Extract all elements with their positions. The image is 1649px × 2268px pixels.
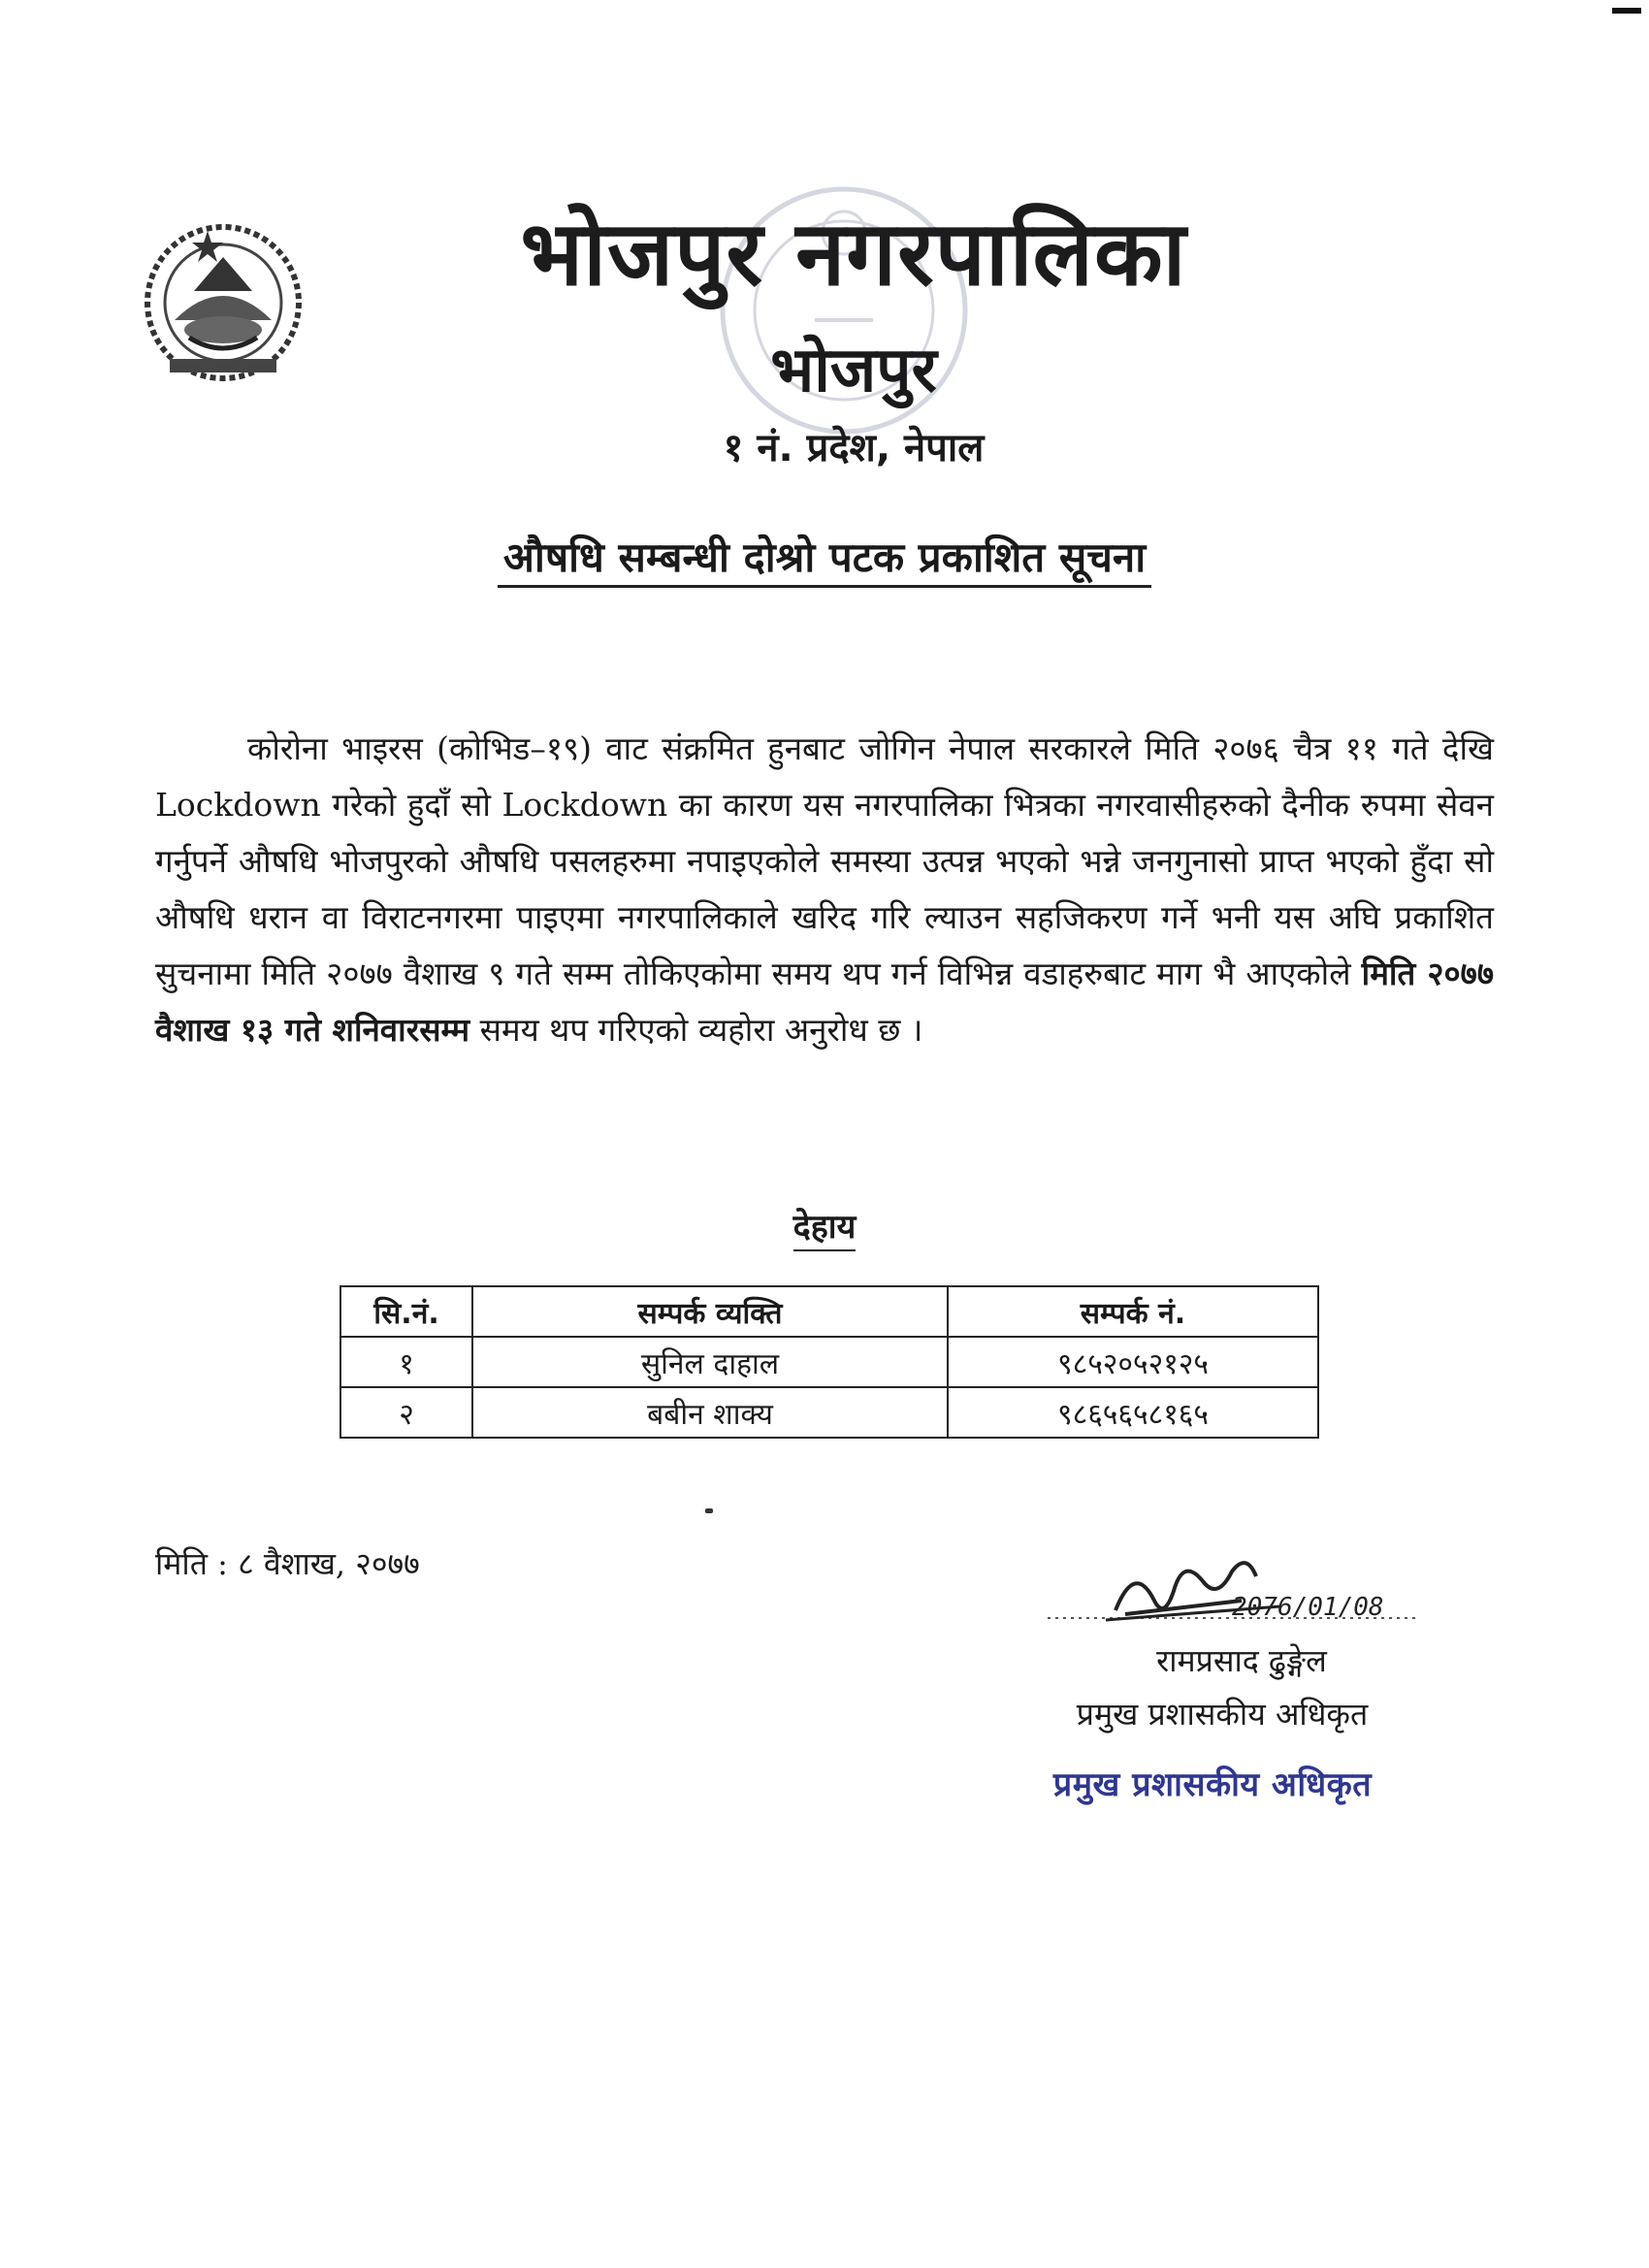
- cell-sn: १: [340, 1337, 472, 1387]
- column-header-contact-number: सम्पर्क नं.: [948, 1286, 1318, 1337]
- cell-sn: २: [340, 1387, 472, 1438]
- notice-body-part1: कोरोना भाइरस (कोभिड–१९) वाट संक्रमित हुनबाट जोगिन नेपाल सरकारले मिति २०७६ चैत्र ११ गते देखि Lockdown गरेको हुदाँ सो Lockdown का कारण यस नगरपालिका भित्रका नगरवासीहरुको दैनीक रुपमा सेवन गर्नुपर्ने औषधि भोजपुरको औषधि पसलहरुमा नपाइएकोले समस्या उत्पन्न भएको भन्ने जनगुनासो प्राप्त भएको हुँदा सो औषधि धरान वा विराटनगरमा पाइएमा नगरपालिकाले खरिद गरि ल्याउन सहजिकरण गर्ने भनी यस अघि प्रकाशित सुचनामा मिति २०७७ वैशाख ९ गते सम्म तोकिएकोमा समय थप गर्न विभिन्न वडाहरुबाट माग भै आएकोले: [155, 729, 1494, 992]
- column-header-sn: सि.नं.: [340, 1286, 472, 1337]
- notice-heading-text: औषधि सम्बन्धी दोश्रो पटक प्रकाशित सूचना: [498, 534, 1151, 588]
- notice-heading: [0, 529, 1649, 584]
- contacts-table: [340, 1285, 1319, 1439]
- table-heading: [0, 1203, 1649, 1247]
- cell-contact-number: ९८६५६५८१६५: [948, 1387, 1318, 1438]
- province-line: १ नं. प्रदेश, नेपाल: [723, 426, 985, 470]
- scan-mark: [1612, 8, 1641, 14]
- cell-contact-person: सुनिल दाहाल: [472, 1337, 948, 1387]
- notice-body-deadline: मिति २०७७ वैशाख १३ गते शनिवारसम्म: [155, 955, 1494, 1049]
- org-name: भोजपुर नगरपालिका: [520, 202, 1187, 306]
- table-row: [340, 1387, 1318, 1438]
- column-header-contact-person: सम्पर्क व्यक्ति: [472, 1286, 948, 1337]
- signature-date: 2076/01/08: [1232, 1593, 1384, 1622]
- cell-contact-number: ९८५२०५२१२५: [948, 1337, 1318, 1387]
- org-location: भोजपुर: [770, 335, 937, 406]
- signatory-name: रामप्रसाद ढुङ्गेल: [1156, 1642, 1327, 1679]
- issue-date: मिति : ८ वैशाख, २०७७: [155, 1545, 420, 1582]
- notice-body-part2: समय थप गरिएको व्यहोरा अनुरोध छ ।: [469, 1011, 923, 1049]
- ink-speck: [705, 1508, 713, 1513]
- cell-contact-person: बबीन शाक्य: [472, 1387, 948, 1438]
- notice-body: [155, 721, 1494, 1058]
- table-row: [340, 1337, 1318, 1387]
- table-heading-text: देहाय: [793, 1208, 857, 1251]
- signature-icon: [1048, 1542, 1416, 1649]
- designation-stamp: प्रमुख प्रशासकीय अधिकृत: [1052, 1766, 1373, 1804]
- table-header-row: [340, 1286, 1318, 1337]
- signatory-title: प्रमुख प्रशासकीय अधिकृत: [1076, 1696, 1369, 1733]
